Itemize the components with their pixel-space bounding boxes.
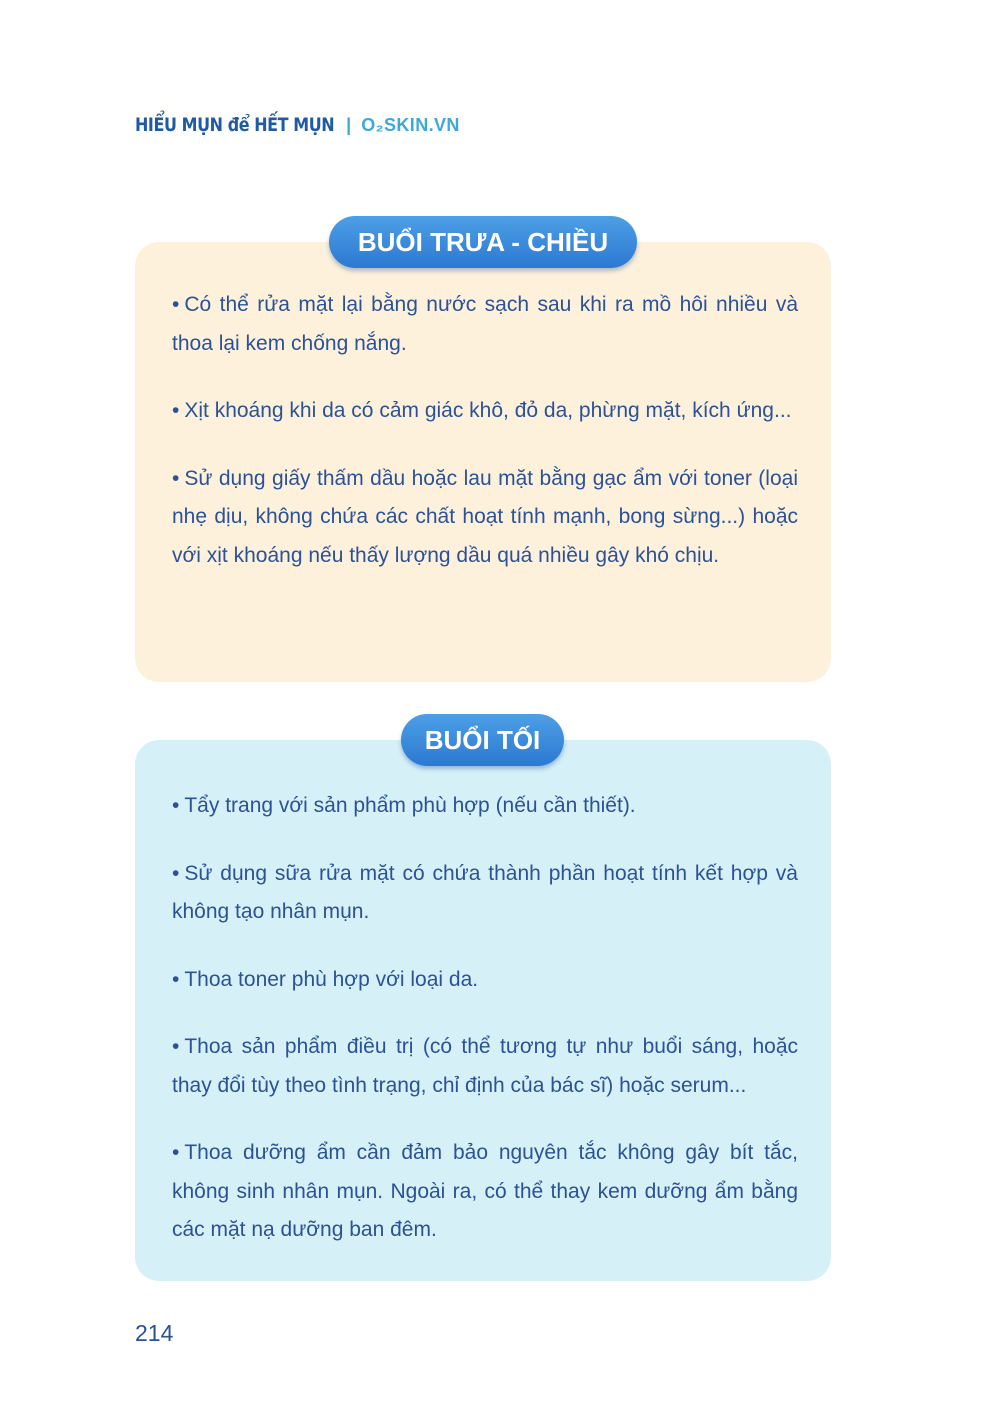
bullet-icon: •: [172, 861, 180, 885]
website-label: O₂SKIN.VN: [361, 115, 460, 135]
list-item: • Sử dụng sữa rửa mặt có chứa thành phần hoạt tính kết hợp và không tạo nhân mụn.: [172, 861, 798, 923]
book-title: HIỂU MỤN để HẾT MỤN: [135, 114, 335, 136]
header-separator: |: [346, 115, 352, 135]
bullet-icon: •: [172, 794, 180, 817]
bullet-icon: •: [172, 1141, 180, 1164]
list-item: • Thoa toner phù hợp với loại da.: [172, 967, 479, 991]
bullet-icon: •: [172, 293, 180, 316]
list-item: • Xịt khoáng khi da có cảm giác khô, đỏ da, phừng mặt, kích ứng...: [172, 399, 792, 422]
bullet-icon: •: [172, 399, 180, 422]
evening-list: [172, 787, 798, 1279]
evening-title: BUỔI TỐI: [401, 714, 564, 766]
list-item: • Thoa sản phẩm điều trị (có thể tương tự như buổi sáng, hoặc thay đổi tùy theo tình trạng, chỉ định của bác sĩ) hoặc serum...: [172, 1035, 798, 1097]
bullet-icon: •: [172, 1035, 180, 1058]
list-item: • Có thể rửa mặt lại bằng nước sạch sau khi ra mồ hôi nhiều và thoa lại kem chống nắng.: [172, 293, 798, 355]
noon-afternoon-list: [172, 286, 798, 604]
list-item: • Tẩy trang với sản phẩm phù hợp (nếu cần thiết).: [172, 794, 636, 817]
noon-afternoon-title: BUỔI TRƯA - CHIỀU: [329, 216, 637, 268]
page-number: 214: [135, 1320, 174, 1346]
page-header: [135, 114, 460, 136]
bullet-icon: •: [172, 466, 180, 490]
list-item: • Sử dụng giấy thấm dầu hoặc lau mặt bằng gạc ẩm với toner (loại nhẹ dịu, không chứa các chất hoạt tính mạnh, bong sừng...) hoặc với xịt khoáng nếu thấy lượng dầu quá nhiều gây khó chịu.: [172, 466, 798, 567]
bullet-icon: •: [172, 967, 180, 991]
list-item: • Thoa dưỡng ẩm cần đảm bảo nguyên tắc không gây bít tắc, không sinh nhân mụn. Ngoài ra, có thể thay kem dưỡng ẩm bằng các mặt nạ dưỡng ban đêm.: [172, 1141, 798, 1241]
